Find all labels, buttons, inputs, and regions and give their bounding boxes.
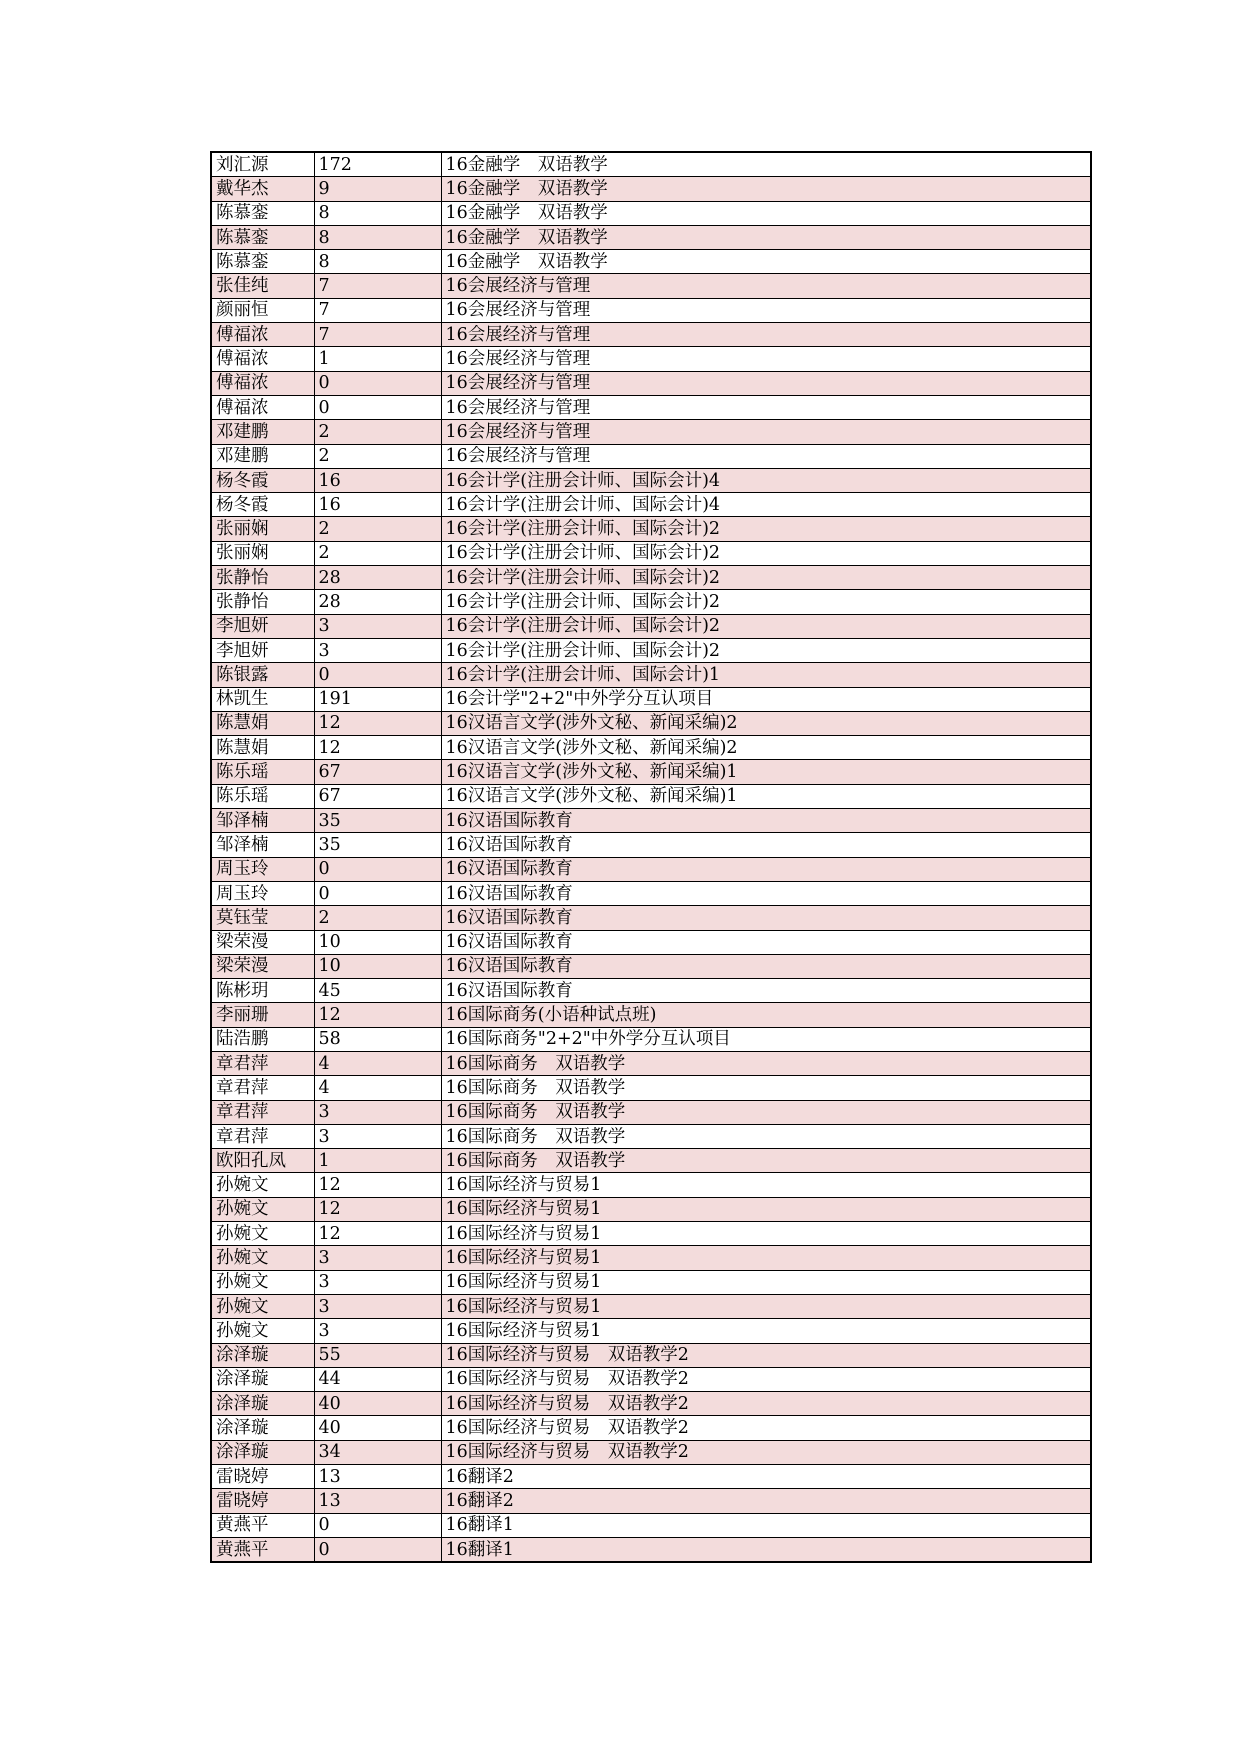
value-cell: 55 xyxy=(314,1343,441,1367)
table-row xyxy=(211,201,1091,225)
name-cell: 梁荣漫 xyxy=(211,954,314,978)
value-cell: 0 xyxy=(314,395,441,419)
table-body xyxy=(211,152,1091,1562)
table-row xyxy=(211,250,1091,274)
name-cell: 戴华杰 xyxy=(211,177,314,201)
class-cell: 16金融学 双语教学 xyxy=(441,201,1091,225)
name-cell: 陈乐瑶 xyxy=(211,760,314,784)
table-row xyxy=(211,1003,1091,1027)
class-cell: 16汉语国际教育 xyxy=(441,954,1091,978)
value-cell: 10 xyxy=(314,930,441,954)
name-cell: 雷晓婷 xyxy=(211,1489,314,1513)
name-cell: 陆浩鹏 xyxy=(211,1027,314,1051)
class-cell: 16国际商务 双语教学 xyxy=(441,1124,1091,1148)
table-row xyxy=(211,857,1091,881)
name-cell: 周玉玲 xyxy=(211,857,314,881)
value-cell: 3 xyxy=(314,1294,441,1318)
class-cell: 16金融学 双语教学 xyxy=(441,250,1091,274)
class-cell: 16国际经济与贸易 双语教学2 xyxy=(441,1343,1091,1367)
class-cell: 16国际商务(小语种试点班) xyxy=(441,1003,1091,1027)
table-row xyxy=(211,930,1091,954)
table-row xyxy=(211,1051,1091,1075)
table-row xyxy=(211,493,1091,517)
table-row xyxy=(211,1343,1091,1367)
value-cell: 3 xyxy=(314,1319,441,1343)
name-cell: 张佳纯 xyxy=(211,274,314,298)
value-cell: 1 xyxy=(314,1149,441,1173)
class-cell: 16汉语言文学(涉外文秘、新闻采编)1 xyxy=(441,760,1091,784)
value-cell: 13 xyxy=(314,1465,441,1489)
name-cell: 刘汇源 xyxy=(211,152,314,177)
name-cell: 陈慕銮 xyxy=(211,225,314,249)
table-row xyxy=(211,420,1091,444)
name-cell: 邓建鹏 xyxy=(211,420,314,444)
name-cell: 邓建鹏 xyxy=(211,444,314,468)
name-cell: 孙婉文 xyxy=(211,1197,314,1221)
name-cell: 涂泽璇 xyxy=(211,1392,314,1416)
table-row xyxy=(211,1246,1091,1270)
class-cell: 16会计学(注册会计师、国际会计)1 xyxy=(441,663,1091,687)
class-cell: 16国际经济与贸易 双语教学2 xyxy=(441,1392,1091,1416)
value-cell: 8 xyxy=(314,225,441,249)
value-cell: 4 xyxy=(314,1051,441,1075)
name-cell: 孙婉文 xyxy=(211,1173,314,1197)
table-row xyxy=(211,711,1091,735)
table-row xyxy=(211,1076,1091,1100)
table-row xyxy=(211,1294,1091,1318)
name-cell: 陈慕銮 xyxy=(211,250,314,274)
value-cell: 0 xyxy=(314,881,441,905)
table-row xyxy=(211,1392,1091,1416)
name-cell: 涂泽璇 xyxy=(211,1416,314,1440)
name-cell: 陈慧娟 xyxy=(211,736,314,760)
table-row xyxy=(211,663,1091,687)
data-table xyxy=(210,151,1092,1563)
name-cell: 邹泽楠 xyxy=(211,809,314,833)
value-cell: 35 xyxy=(314,809,441,833)
name-cell: 涂泽璇 xyxy=(211,1440,314,1464)
class-cell: 16汉语国际教育 xyxy=(441,809,1091,833)
table-row xyxy=(211,1100,1091,1124)
table-row xyxy=(211,1416,1091,1440)
class-cell: 16会计学(注册会计师、国际会计)2 xyxy=(441,590,1091,614)
name-cell: 莫钰莹 xyxy=(211,906,314,930)
value-cell: 10 xyxy=(314,954,441,978)
class-cell: 16会计学(注册会计师、国际会计)2 xyxy=(441,614,1091,638)
table-row xyxy=(211,760,1091,784)
value-cell: 12 xyxy=(314,1197,441,1221)
value-cell: 58 xyxy=(314,1027,441,1051)
class-cell: 16金融学 双语教学 xyxy=(441,225,1091,249)
table-row xyxy=(211,590,1091,614)
class-cell: 16汉语言文学(涉外文秘、新闻采编)2 xyxy=(441,736,1091,760)
name-cell: 孙婉文 xyxy=(211,1222,314,1246)
class-cell: 16国际经济与贸易1 xyxy=(441,1294,1091,1318)
name-cell: 林凯生 xyxy=(211,687,314,711)
table-row xyxy=(211,1367,1091,1391)
table-row xyxy=(211,687,1091,711)
table-row xyxy=(211,566,1091,590)
class-cell: 16会计学(注册会计师、国际会计)2 xyxy=(441,566,1091,590)
class-cell: 16国际商务 双语教学 xyxy=(441,1051,1091,1075)
table-row xyxy=(211,517,1091,541)
class-cell: 16汉语国际教育 xyxy=(441,881,1091,905)
name-cell: 孙婉文 xyxy=(211,1246,314,1270)
table-row xyxy=(211,468,1091,492)
value-cell: 45 xyxy=(314,979,441,1003)
value-cell: 7 xyxy=(314,298,441,322)
name-cell: 张丽娴 xyxy=(211,541,314,565)
value-cell: 0 xyxy=(314,1513,441,1537)
table-row xyxy=(211,784,1091,808)
value-cell: 28 xyxy=(314,590,441,614)
table-row xyxy=(211,1149,1091,1173)
name-cell: 傅福浓 xyxy=(211,395,314,419)
value-cell: 3 xyxy=(314,638,441,662)
class-cell: 16国际经济与贸易 双语教学2 xyxy=(441,1367,1091,1391)
value-cell: 67 xyxy=(314,784,441,808)
value-cell: 9 xyxy=(314,177,441,201)
table-row xyxy=(211,371,1091,395)
value-cell: 40 xyxy=(314,1416,441,1440)
value-cell: 3 xyxy=(314,614,441,638)
table-row xyxy=(211,1027,1091,1051)
class-cell: 16金融学 双语教学 xyxy=(441,152,1091,177)
class-cell: 16会计学(注册会计师、国际会计)4 xyxy=(441,493,1091,517)
value-cell: 7 xyxy=(314,323,441,347)
name-cell: 张静怡 xyxy=(211,566,314,590)
table-row xyxy=(211,444,1091,468)
value-cell: 0 xyxy=(314,857,441,881)
name-cell: 孙婉文 xyxy=(211,1319,314,1343)
name-cell: 雷晓婷 xyxy=(211,1465,314,1489)
table-row xyxy=(211,177,1091,201)
value-cell: 67 xyxy=(314,760,441,784)
name-cell: 周玉玲 xyxy=(211,881,314,905)
table-row xyxy=(211,347,1091,371)
table-row xyxy=(211,298,1091,322)
class-cell: 16国际经济与贸易1 xyxy=(441,1173,1091,1197)
value-cell: 0 xyxy=(314,371,441,395)
table-row xyxy=(211,152,1091,177)
table-row xyxy=(211,1440,1091,1464)
value-cell: 8 xyxy=(314,250,441,274)
class-cell: 16汉语国际教育 xyxy=(441,930,1091,954)
value-cell: 12 xyxy=(314,711,441,735)
table-row xyxy=(211,979,1091,1003)
class-cell: 16会展经济与管理 xyxy=(441,395,1091,419)
name-cell: 张丽娴 xyxy=(211,517,314,541)
name-cell: 孙婉文 xyxy=(211,1270,314,1294)
class-cell: 16汉语言文学(涉外文秘、新闻采编)2 xyxy=(441,711,1091,735)
class-cell: 16国际商务 双语教学 xyxy=(441,1076,1091,1100)
class-cell: 16国际商务"2+2"中外学分互认项目 xyxy=(441,1027,1091,1051)
class-cell: 16国际经济与贸易1 xyxy=(441,1246,1091,1270)
table-row xyxy=(211,1489,1091,1513)
table-row xyxy=(211,638,1091,662)
value-cell: 3 xyxy=(314,1100,441,1124)
class-cell: 16国际经济与贸易1 xyxy=(441,1197,1091,1221)
table-row xyxy=(211,954,1091,978)
table-row xyxy=(211,1197,1091,1221)
value-cell: 0 xyxy=(314,663,441,687)
name-cell: 陈彬玥 xyxy=(211,979,314,1003)
class-cell: 16会计学(注册会计师、国际会计)4 xyxy=(441,468,1091,492)
class-cell: 16会展经济与管理 xyxy=(441,347,1091,371)
value-cell: 3 xyxy=(314,1246,441,1270)
value-cell: 8 xyxy=(314,201,441,225)
name-cell: 陈慕銮 xyxy=(211,201,314,225)
class-cell: 16会展经济与管理 xyxy=(441,420,1091,444)
class-cell: 16汉语国际教育 xyxy=(441,833,1091,857)
class-cell: 16翻译1 xyxy=(441,1537,1091,1562)
table-row xyxy=(211,906,1091,930)
table-row xyxy=(211,1537,1091,1562)
class-cell: 16金融学 双语教学 xyxy=(441,177,1091,201)
value-cell: 2 xyxy=(314,541,441,565)
table-row xyxy=(211,736,1091,760)
class-cell: 16会展经济与管理 xyxy=(441,323,1091,347)
class-cell: 16翻译1 xyxy=(441,1513,1091,1537)
class-cell: 16汉语国际教育 xyxy=(441,906,1091,930)
table-row xyxy=(211,1319,1091,1343)
table-row xyxy=(211,1270,1091,1294)
name-cell: 邹泽楠 xyxy=(211,833,314,857)
class-cell: 16国际商务 双语教学 xyxy=(441,1149,1091,1173)
name-cell: 颜丽恒 xyxy=(211,298,314,322)
value-cell: 12 xyxy=(314,1222,441,1246)
table-row xyxy=(211,809,1091,833)
value-cell: 13 xyxy=(314,1489,441,1513)
name-cell: 杨冬霞 xyxy=(211,468,314,492)
value-cell: 16 xyxy=(314,493,441,517)
table-row xyxy=(211,1222,1091,1246)
table-row xyxy=(211,1124,1091,1148)
table-row xyxy=(211,1465,1091,1489)
value-cell: 2 xyxy=(314,906,441,930)
class-cell: 16会展经济与管理 xyxy=(441,274,1091,298)
value-cell: 2 xyxy=(314,420,441,444)
class-cell: 16会计学(注册会计师、国际会计)2 xyxy=(441,541,1091,565)
class-cell: 16国际商务 双语教学 xyxy=(441,1100,1091,1124)
table-row xyxy=(211,225,1091,249)
class-cell: 16国际经济与贸易 双语教学2 xyxy=(441,1416,1091,1440)
value-cell: 12 xyxy=(314,1003,441,1027)
table-row xyxy=(211,614,1091,638)
name-cell: 章君萍 xyxy=(211,1051,314,1075)
value-cell: 12 xyxy=(314,736,441,760)
value-cell: 172 xyxy=(314,152,441,177)
class-cell: 16翻译2 xyxy=(441,1465,1091,1489)
name-cell: 傅福浓 xyxy=(211,371,314,395)
value-cell: 12 xyxy=(314,1173,441,1197)
table-row xyxy=(211,1173,1091,1197)
class-cell: 16会展经济与管理 xyxy=(441,444,1091,468)
name-cell: 杨冬霞 xyxy=(211,493,314,517)
value-cell: 16 xyxy=(314,468,441,492)
table-row xyxy=(211,833,1091,857)
name-cell: 傅福浓 xyxy=(211,323,314,347)
value-cell: 191 xyxy=(314,687,441,711)
value-cell: 2 xyxy=(314,517,441,541)
table-row xyxy=(211,881,1091,905)
class-cell: 16国际经济与贸易1 xyxy=(441,1319,1091,1343)
name-cell: 孙婉文 xyxy=(211,1294,314,1318)
name-cell: 陈银露 xyxy=(211,663,314,687)
value-cell: 1 xyxy=(314,347,441,371)
class-cell: 16汉语言文学(涉外文秘、新闻采编)1 xyxy=(441,784,1091,808)
value-cell: 3 xyxy=(314,1124,441,1148)
value-cell: 3 xyxy=(314,1270,441,1294)
name-cell: 欧阳孔凤 xyxy=(211,1149,314,1173)
value-cell: 7 xyxy=(314,274,441,298)
name-cell: 李丽珊 xyxy=(211,1003,314,1027)
class-cell: 16会计学"2+2"中外学分互认项目 xyxy=(441,687,1091,711)
value-cell: 0 xyxy=(314,1537,441,1562)
table-row xyxy=(211,274,1091,298)
value-cell: 28 xyxy=(314,566,441,590)
class-cell: 16汉语国际教育 xyxy=(441,857,1091,881)
name-cell: 章君萍 xyxy=(211,1100,314,1124)
name-cell: 章君萍 xyxy=(211,1076,314,1100)
name-cell: 张静怡 xyxy=(211,590,314,614)
class-cell: 16翻译2 xyxy=(441,1489,1091,1513)
value-cell: 35 xyxy=(314,833,441,857)
name-cell: 梁荣漫 xyxy=(211,930,314,954)
name-cell: 傅福浓 xyxy=(211,347,314,371)
name-cell: 陈乐瑶 xyxy=(211,784,314,808)
name-cell: 陈慧娟 xyxy=(211,711,314,735)
class-cell: 16国际经济与贸易1 xyxy=(441,1222,1091,1246)
name-cell: 李旭妍 xyxy=(211,638,314,662)
name-cell: 李旭妍 xyxy=(211,614,314,638)
class-cell: 16国际经济与贸易1 xyxy=(441,1270,1091,1294)
table-row xyxy=(211,541,1091,565)
class-cell: 16会计学(注册会计师、国际会计)2 xyxy=(441,638,1091,662)
name-cell: 黄燕平 xyxy=(211,1537,314,1562)
table-row xyxy=(211,323,1091,347)
value-cell: 44 xyxy=(314,1367,441,1391)
value-cell: 34 xyxy=(314,1440,441,1464)
value-cell: 40 xyxy=(314,1392,441,1416)
name-cell: 涂泽璇 xyxy=(211,1367,314,1391)
value-cell: 2 xyxy=(314,444,441,468)
class-cell: 16国际经济与贸易 双语教学2 xyxy=(441,1440,1091,1464)
name-cell: 章君萍 xyxy=(211,1124,314,1148)
class-cell: 16会计学(注册会计师、国际会计)2 xyxy=(441,517,1091,541)
table-row xyxy=(211,1513,1091,1537)
name-cell: 涂泽璇 xyxy=(211,1343,314,1367)
table-row xyxy=(211,395,1091,419)
class-cell: 16会展经济与管理 xyxy=(441,298,1091,322)
class-cell: 16会展经济与管理 xyxy=(441,371,1091,395)
name-cell: 黄燕平 xyxy=(211,1513,314,1537)
value-cell: 4 xyxy=(314,1076,441,1100)
class-cell: 16汉语国际教育 xyxy=(441,979,1091,1003)
